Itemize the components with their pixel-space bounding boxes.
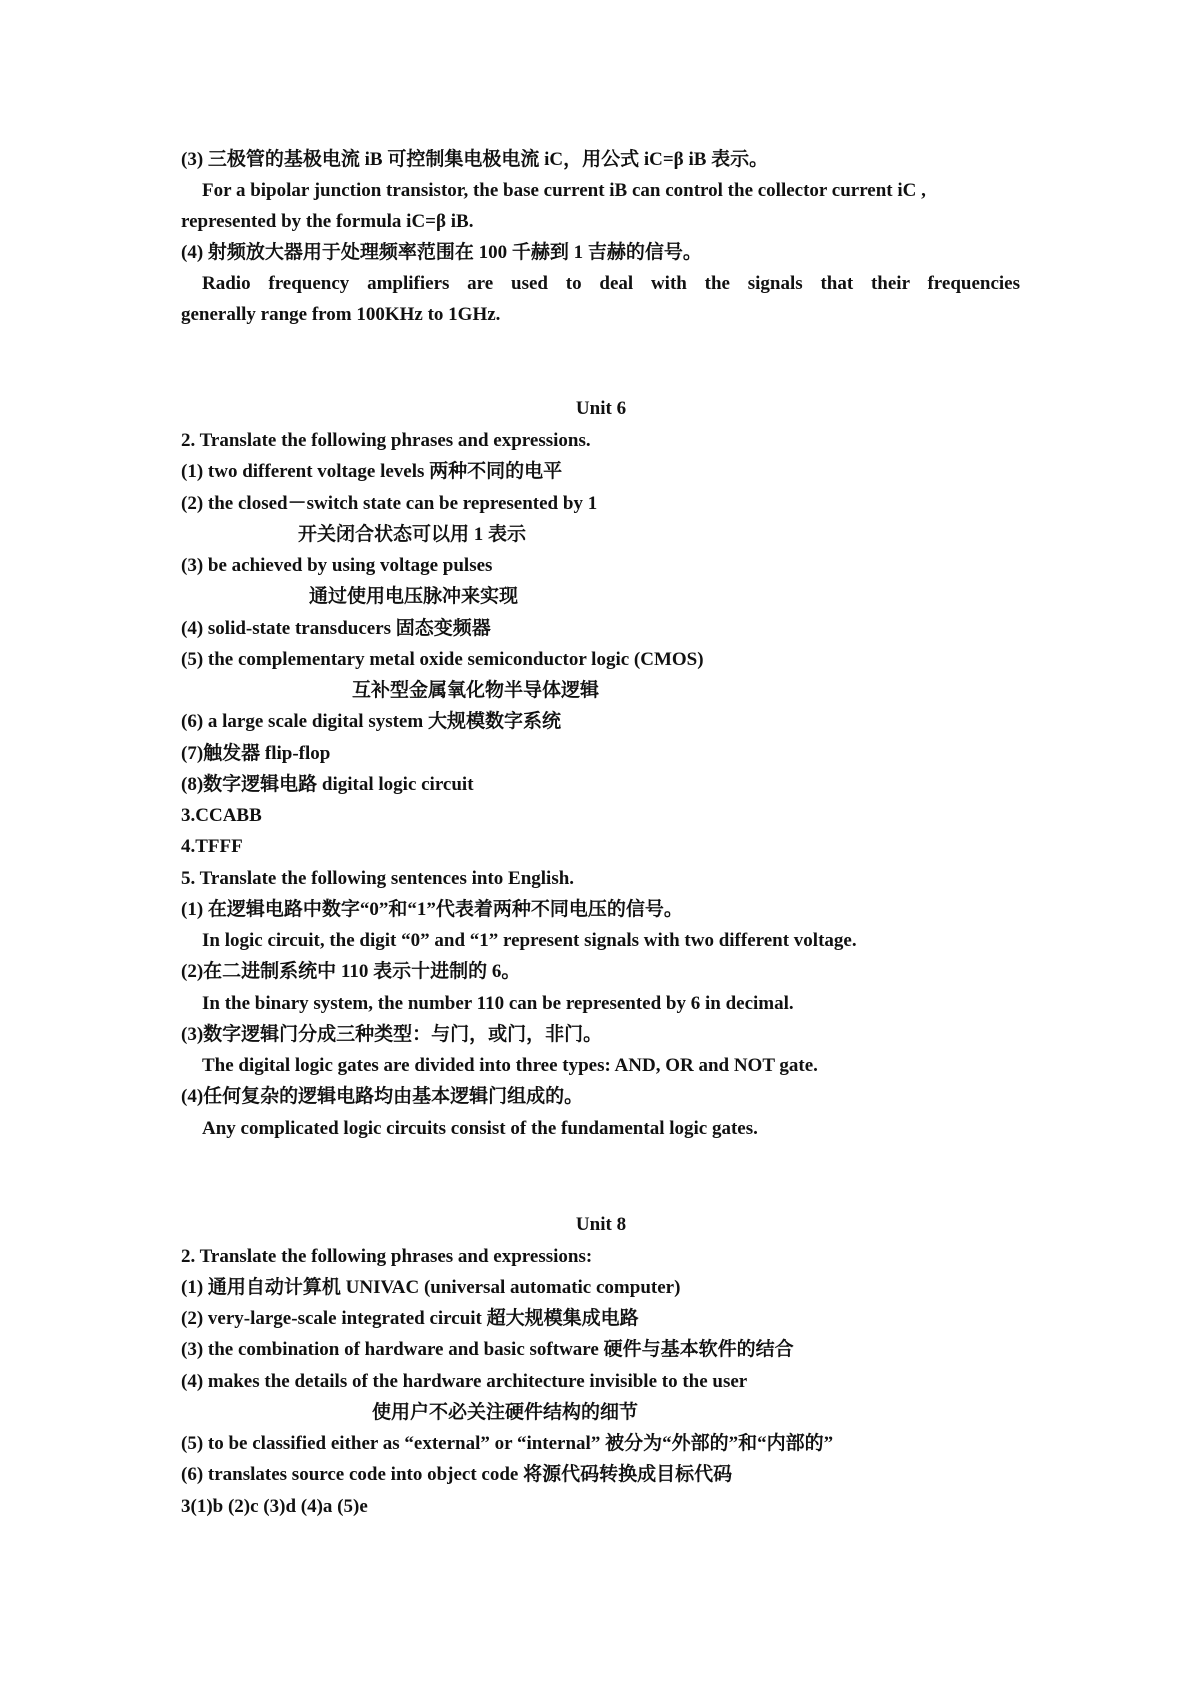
u6-phrase-3-translation: 通过使用电压脉冲来实现 [309,586,519,607]
u6-sentence-4-chinese: (4)任何复杂的逻辑电路均由基本逻辑门组成的。 [181,1086,584,1107]
u6-phrase-7: (7)触发器 flip-flop [181,743,331,764]
u8-phrase-3: (3) the combination of hardware and basic software 硬件与基本软件的结合 [181,1339,794,1360]
q3-english-2: represented by the formula iC=β iB. [181,211,474,232]
u8-phrase-6: (6) translates source code into object code 将源代码转换成目标代码 [181,1464,733,1485]
u8-phrase-4: (4) makes the details of the hardware architecture invisible to the user [181,1371,748,1392]
u6-sentence-3-chinese: (3)数字逻辑门分成三种类型：与门，或门，非门。 [181,1024,603,1045]
u6-phrase-3: (3) be achieved by using voltage pulses [181,555,493,576]
u8-phrase-1: (1) 通用自动计算机 UNIVAC (universal automatic computer) [181,1277,681,1298]
u6-section-2-title: 2. Translate the following phrases and expressions. [181,430,591,451]
u6-sentence-3-english: The digital logic gates are divided into three types: AND, OR and NOT gate. [202,1055,818,1076]
u6-answer-4: 4.TFFF [181,836,243,857]
u6-phrase-5: (5) the complementary metal oxide semiconductor logic (CMOS) [181,649,704,670]
u8-answer-3: 3(1)b (2)c (3)d (4)a (5)e [181,1496,368,1517]
q4-english-1: Radio frequency amplifiers are used to deal with the signals that their frequencies [202,273,1020,294]
u6-phrase-6: (6) a large scale digital system 大规模数字系统 [181,711,561,732]
u6-phrase-8: (8)数字逻辑电路 digital logic circuit [181,774,474,795]
u6-answer-3: 3.CCABB [181,805,262,826]
q4-english-2: generally range from 100KHz to 1GHz. [181,304,501,325]
u8-section-2-title: 2. Translate the following phrases and expressions: [181,1246,593,1267]
u6-phrase-2-translation: 开关闭合状态可以用 1 表示 [298,524,527,545]
unit-6-heading: Unit 6 [575,398,627,419]
q3-english-1: For a bipolar junction transistor, the base current iB can control the collector current iC , [202,180,926,201]
u6-sentence-4-english: Any complicated logic circuits consist of the fundamental logic gates. [202,1118,758,1139]
u6-phrase-4: (4) solid-state transducers 固态变频器 [181,618,491,639]
u6-section-5-title: 5. Translate the following sentences into English. [181,868,575,889]
u6-phrase-1: (1) two different voltage levels 两种不同的电平 [181,461,563,482]
u6-sentence-1-chinese: (1) 在逻辑电路中数字“0”和“1”代表着两种不同电压的信号。 [181,899,683,920]
u8-phrase-4-translation: 使用户不必关注硬件结构的细节 [372,1402,639,1423]
u6-sentence-2-chinese: (2)在二进制系统中 110 表示十进制的 6。 [181,961,521,982]
u8-phrase-2: (2) very-large-scale integrated circuit 超大规模集成电路 [181,1308,639,1329]
u6-phrase-5-translation: 互补型金属氧化物半导体逻辑 [352,680,600,701]
u8-phrase-5: (5) to be classified either as “external” or “internal” 被分为“外部的”和“内部的” [181,1433,834,1454]
u6-sentence-1-english: In logic circuit, the digit “0” and “1” represent signals with two different voltage. [202,930,857,951]
q4-chinese: (4) 射频放大器用于处理频率范围在 100 千赫到 1 吉赫的信号。 [181,242,702,263]
q3-chinese: (3) 三极管的基极电流 iB 可控制集电极电流 iC，用公式 iC=β iB 表示。 [181,149,769,170]
u6-sentence-2-english: In the binary system, the number 110 can be represented by 6 in decimal. [202,993,794,1014]
unit-8-heading: Unit 8 [575,1214,627,1235]
u6-phrase-2: (2) the closed－switch state can be represented by 1 [181,493,598,514]
